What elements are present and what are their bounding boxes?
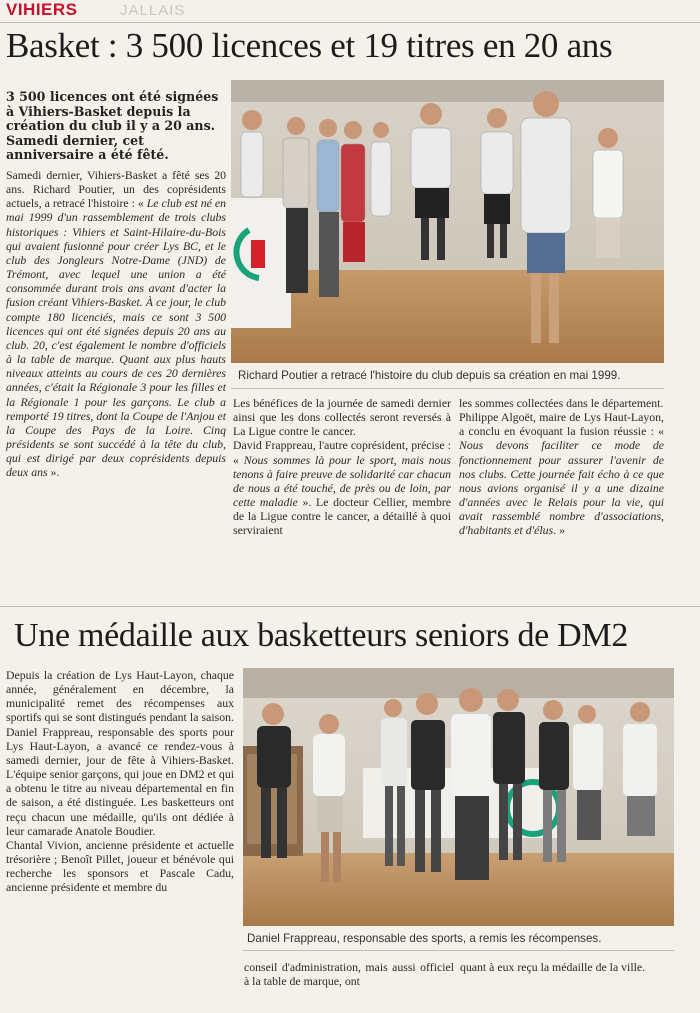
article2-photo-caption: Daniel Frappreau, responsable des sports, a remis les récompenses.	[247, 932, 602, 945]
article1-column-1	[6, 168, 226, 479]
article2-photo	[243, 668, 674, 926]
article2-headline: Une médaille aux basketteurs seniors de DM2	[14, 617, 629, 654]
caption-rule	[231, 388, 664, 389]
article1-col3-p2-end: . »	[553, 523, 565, 538]
article2-col1-p2: Chantal Vivion, ancienne présidente et actuelle trésorière ; Benoît Pillet, joueur et bénévole qui recherche les sponsors et Pascale Cadu, ancienne présidente et membre du	[6, 837, 234, 895]
ghost-header-text: JALLAIS	[120, 2, 186, 19]
article2-col2-text: conseil d'administration, mais aussi officiel à la table de marque, ont	[244, 960, 454, 989]
article1-col2-p2-quote: Nous sommes là pour le sport, mais nous tenons à faire preuve de solidarité car chacun de nous a été touché, de près ou de loin, par cette maladie	[233, 452, 451, 510]
article1-col2-p2-end: ». Le docteur Cellier, membre de la Ligue contre le cancer, a détaillé à quoi serviraient	[233, 495, 452, 538]
article1-col3-p1: les sommes collectées dans le département.	[459, 396, 664, 410]
article2-column-2	[244, 960, 454, 988]
article1-photo	[231, 80, 664, 363]
article2-col3-text: quant à eux reçu la médaille de la ville.	[460, 960, 646, 974]
article1-photo-caption: Richard Poutier a retracé l'histoire du club depuis sa création en mai 1999.	[238, 369, 621, 382]
article1-col2-p1: Les bénéfices de la journée de samedi dernier ainsi que les dons collectés seront reversés à La Ligue contre le cancer.	[233, 396, 451, 439]
article2-column-1	[6, 668, 234, 895]
article1-lead: 3 500 licences ont été signées à Vihiers-Basket depuis la création du club il y a 20 ans. Samedi dernier, cet anniversaire a été fêté.	[6, 89, 219, 163]
article-separator	[0, 606, 700, 607]
article1-col1-intro: Samedi dernier, Vihiers-Basket a fêté ses 20 ans. Richard Poutier, un des coprésidents actuels, a retracé l'histoire : «	[6, 168, 226, 211]
article1-column-2	[233, 396, 451, 538]
article1-col1-end: ».	[47, 465, 60, 480]
article2-column-3	[460, 960, 670, 974]
article2-photo-image	[243, 668, 674, 926]
article1-col3-p2-quote: Nous devons faciliter ce mode de fonctionnement pour assurer l'avenir de nos clubs. Cette journée fait écho à ce que nous avions organisé il y a une dizaine d'années avec le Relais pour la vie, qui avait rassemblé nombre d'associations, d'habitants et d'élus	[459, 438, 664, 538]
article1-headline: Basket : 3 500 licences et 19 titres en 20 ans	[6, 26, 613, 65]
caption-rule-2	[243, 950, 674, 951]
article1-col1-quote: Le club est né en mai 1999 d'un rassemblement de trois clubs historiques : Vihiers et Saint-Hilaire-du-Bois qui avaient fusionné pour créer Lys BC, et le club des Jongleurs Notre-Dame (JND) de Trémont, avec lequel une union a été consommée durant trois ans avant d'acter la fusion créant Vihiers-Basket. À ce jour, le club compte 180 licenciés, mais ce sont 3 500 licences qui ont été signées depuis 20 ans au club. 20, c'est également le nombre d'officiels à la table de marque. Quant aux plus hauts niveaux atteints au cours de ces 20 dernières années, c'était la Régionale 3 pour les filles et la Régionale 1 pour les garçons. Le club a remporté 19 titres, dont la Coupe de l'Anjou et la Coupe des Pays de la Loire. Cinq présidents se sont succédé à la tête du club, qui est dirigé par deux coprésidents depuis deux ans	[6, 196, 226, 480]
article1-photo-image	[231, 80, 664, 363]
article2-col1-p1: Depuis la création de Lys Haut-Layon, chaque année, généralement en décembre, la municipalité remet des récompenses aux sportifs qui se sont distingués pendant la saison. Daniel Frappreau, responsable des sports pour Lys Haut-Layon, a avancé ce rendez-vous à samedi dernier, jour de fête à Vihiers-Basket. L'équipe senior garçons, qui joue en DM2 et qui a obtenu le titre au niveau départemental en fin de saison, a été distinguée. Les basketteurs ont reçu chacun une médaille, qu'ils ont dédiée à leur camarade Anatole Boudier.	[6, 668, 234, 838]
article1-col2-p2-intro: David Frappreau, l'autre coprésident, précise : «	[233, 438, 451, 467]
section-label: VIHIERS	[6, 0, 78, 19]
article1-col3-p2-intro: Philippe Algoët, maire de Lys Haut-Layon, a conclu en évoquant la fusion réussie : «	[459, 410, 664, 439]
header-rule	[0, 22, 700, 23]
article1-column-3	[459, 396, 664, 538]
